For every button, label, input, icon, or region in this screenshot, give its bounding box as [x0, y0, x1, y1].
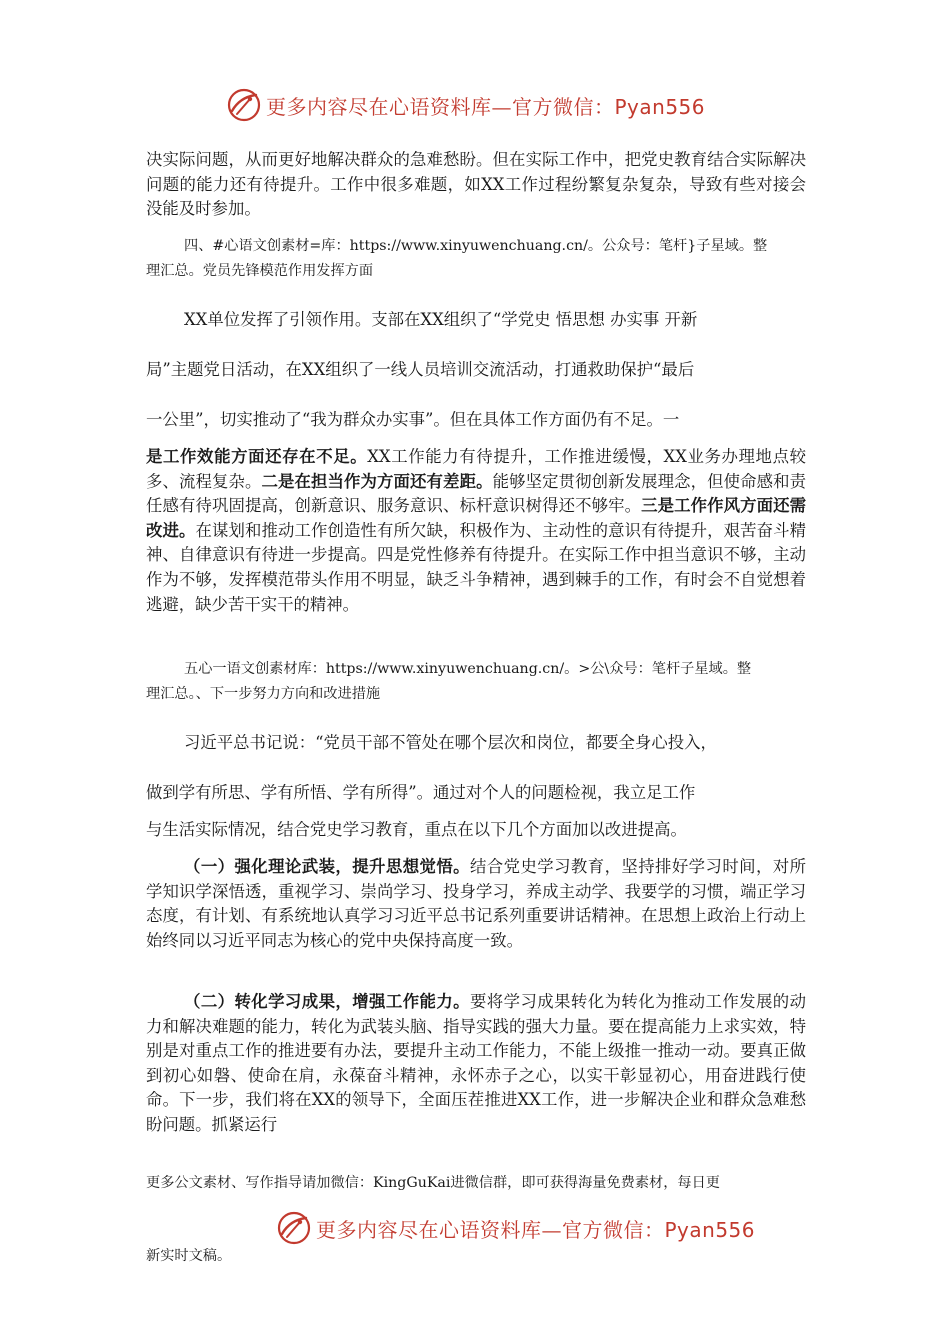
section-4-heading: 四、#心语文创素材=库：https://www.xinyuwenchuang.cn/。公众号：笔杆}子星域。整: [184, 238, 768, 254]
header-banner: [0, 84, 950, 126]
section-5-heading-cont: 理汇总。、下一步努力方向和改进措施: [146, 686, 381, 702]
paragraph-continuation: 决实际问题，从而更好地解决群众的急难愁盼。但在实际工作中，把党史教育结合实际解决问题的能力还有待提升。工作中很多难题，如XX工作过程纷繁复杂复杂，导致有些对接会没能及时参加。: [146, 150, 806, 219]
footer-banner: [0, 1207, 950, 1249]
paragraph-shortcomings: 是工作效能方面还存在不足。XX工作能力有待提升，工作推进缓慢，XX业务办理地点较多、流程复杂。二是在担当作为方面还有差距。能够坚定贯彻创新发展理念，但使命感和责任感有待巩固提高，创新意识、服务意识、标杆意识树得还不够牢。三是工作作风方面还需改进。在谋划和推动工作创造性有所欠缺，积极作为、主动性的意识有待提升，艰苦奋斗精神、自律意识有待进一步提高。四是党性修养有待提升。在实际工作中担当意识不够，主动作为不够，发挥模范带头作用不明显，缺乏斗争精神，遇到棘手的工作，有时会不自觉想着逃避，缺少苦干实干的精神。: [146, 447, 807, 614]
brand-logo-icon: [226, 87, 262, 123]
banner-text: 更多内容尽在心语资料库—官方微信：Pyan556: [316, 1217, 756, 1242]
footer-note: 更多公文素材、写作指导请加微信：KingGuKai进微信群，即可获得海量免费素材，每日更: [146, 1175, 720, 1191]
paragraph-measure-2: （二）转化学习成果，增强工作能力。要将学习成果转化为转化为推动工作发展的动力和解决难题的能力，转化为武装头脑、指导实践的强大力量。要在提高能力上求实效，特别是对重点工作的推进要有办法，要提升主动工作能力，不能上级推一推动一动。要真正做到初心如磐、使命在肩，永葆奋斗精神，永怀赤子之心，以实干彰显初心，用奋进践行使命。下一步，我们将在XX的领导下，全面压茬推进XX工作，进一步解决企业和群众急难愁盼问题。抓紧运行: [146, 992, 807, 1134]
paragraph-line: XX单位发挥了引领作用。支部在XX组织了“学党史 悟思想 办实事 开新: [184, 310, 698, 329]
paragraph-line: 习近平总书记说：“党员干部不管处在哪个层次和岗位，都要全身心投入，: [184, 733, 717, 752]
paragraph-line: 局”主题党日活动，在XX组织了一线人员培训交流活动，打通救助保护“最后: [146, 360, 695, 379]
paragraph-line: 一公里”，切实推动了“我为群众办实事”。但在具体工作方面仍有不足。一: [146, 410, 680, 429]
paragraph-line: 与生活实际情况，结合党史学习教育，重点在以下几个方面加以改进提高。: [146, 820, 687, 839]
section-4-heading-cont: 理汇总。党员先锋模范作用发挥方面: [146, 263, 374, 279]
banner-text: 更多内容尽在心语资料库—官方微信：Pyan556: [266, 94, 706, 119]
section-5-heading: 五心一语文创素材库：https://www.xinyuwenchuang.cn/。>公\众号：笔杆子星域。整: [184, 661, 752, 677]
footer-note-cont: 新实时文稿。: [146, 1248, 232, 1264]
brand-logo-icon: [276, 1210, 312, 1246]
paragraph-line: 做到学有所思、学有所悟、学有所得”。通过对个人的问题检视，我立足工作: [146, 783, 696, 802]
paragraph-measure-1: （一）强化理论武装，提升思想觉悟。结合党史学习教育，坚持排好学习时间，对所学知识学深悟透，重视学习、崇尚学习、投身学习，养成主动学、我要学的习惯，端正学习态度，有计划、有系统地认真学习习近平总书记系列重要讲话精神。在思想上政治上行动上始终同以习近平同志为核心的党中央保持高度一致。: [146, 857, 807, 950]
